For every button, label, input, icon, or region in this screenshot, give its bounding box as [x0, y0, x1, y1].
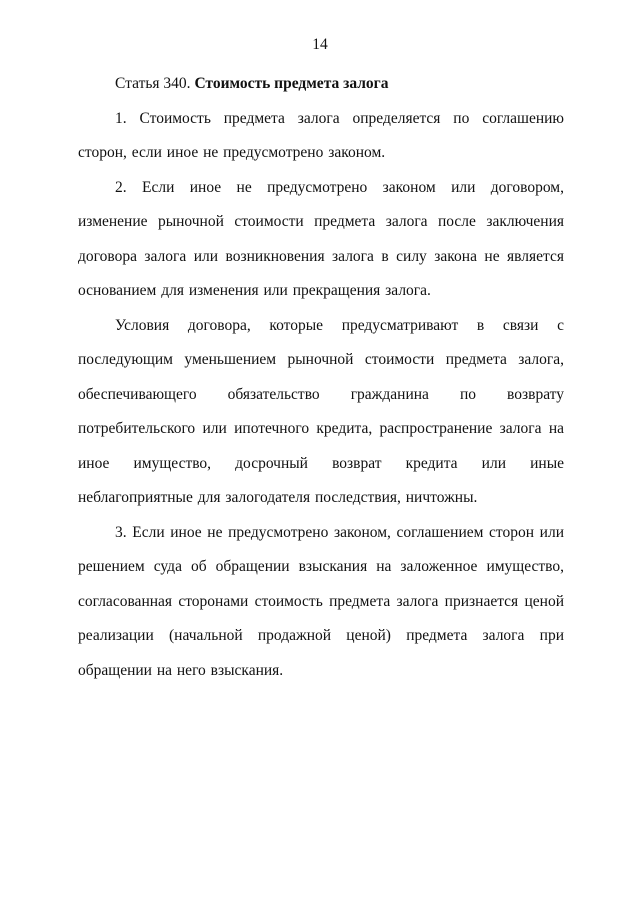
article-body — [78, 67, 564, 688]
article-paragraph-1: 1. Стоимость предмета залога определяется по соглашению сторон, если иное не предусмотрено законом. — [78, 109, 564, 161]
article-title: Стоимость предмета залога — [194, 75, 389, 92]
article-number: Статья 340. — [115, 75, 191, 92]
article-heading — [78, 67, 564, 102]
article-paragraph-4: 3. Если иное не предусмотрено законом, соглашением сторон или решением суда об обращении взыскания на заложенное имущество, согласованная сторонами стоимость предмета залога признается ценой реализации (начальной продажной ценой) предмета залога при обращении на него взыскания. — [78, 523, 564, 679]
page-number: 14 — [312, 36, 328, 53]
article-paragraph-2: 2. Если иное не предусмотрено законом или договором, изменение рыночной стоимости предмета залога после заключения договора залога или возникновения залога в силу закона не является основанием для изменения или прекращения залога. — [78, 178, 564, 299]
article-paragraph-3: Условия договора, которые предусматривают в связи с последующим уменьшением рыночной стоимости предмета залога, обеспечивающего обязательство гражданина по возврату потребительского или ипотечного кредита, распространение залога на иное имущество, досрочный возврат кредита или иные неблагоприятные для залогодателя последствия, ничтожны. — [78, 316, 564, 506]
